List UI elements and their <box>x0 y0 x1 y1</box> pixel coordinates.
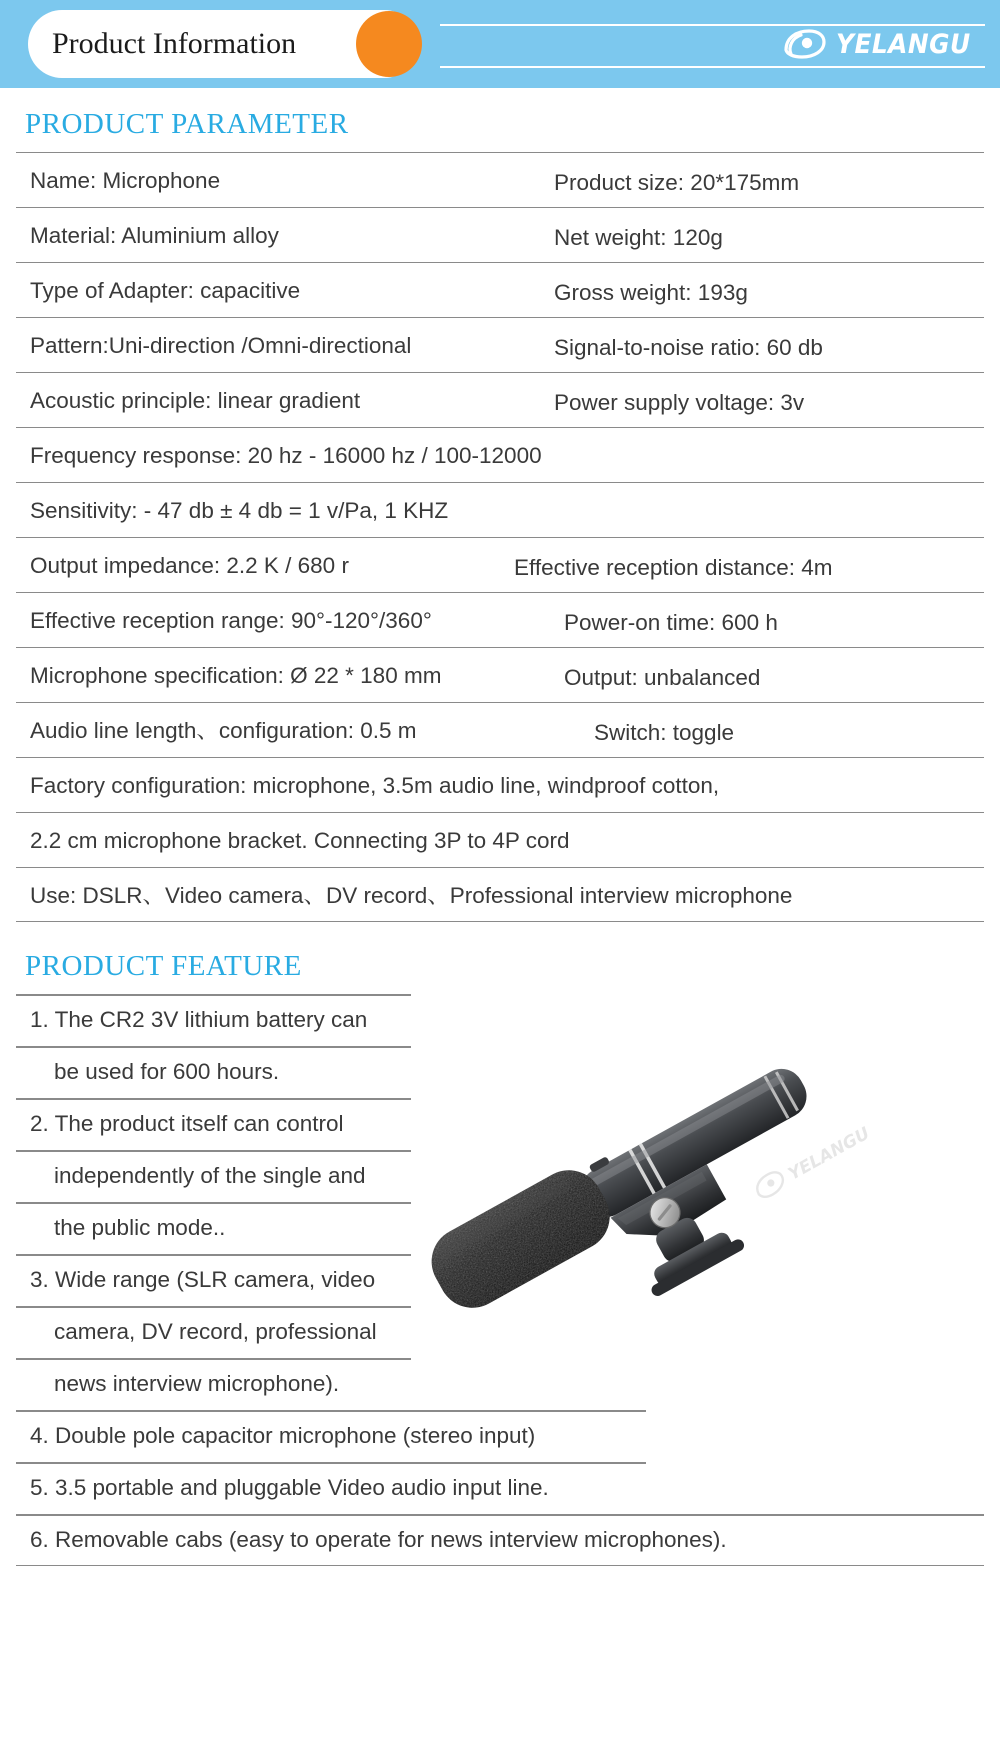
parameter-row <box>16 317 984 372</box>
parameter-label-left: Sensitivity: - 47 db ± 4 db = 1 v/Pa, 1 KHZ <box>30 498 449 523</box>
feature-text: the public mode.. <box>54 1215 226 1240</box>
feature-text: 5. 3.5 portable and pluggable Video audio input line. <box>30 1475 549 1500</box>
parameter-label-left: Type of Adapter: capacitive <box>30 278 301 303</box>
parameter-label-right: Power supply voltage: 3v <box>554 390 805 415</box>
parameter-label-left: Acoustic principle: linear gradient <box>30 388 361 413</box>
leaf-eye-logo-icon <box>783 29 827 59</box>
parameter-label-left: Frequency response: 20 hz - 16000 hz / 100-12000 <box>30 443 542 468</box>
feature-row <box>16 1514 984 1566</box>
parameter-row <box>16 207 984 262</box>
feature-text: be used for 600 hours. <box>54 1059 280 1084</box>
parameter-label-left: Use: DSLR、Video camera、DV record、Professional interview microphone <box>30 883 793 908</box>
feature-text: 3. Wide range (SLR camera, video <box>30 1267 376 1292</box>
product-parameter-heading: PRODUCT PARAMETER <box>25 108 349 140</box>
feature-text: independently of the single and <box>54 1163 366 1188</box>
parameter-label-left: 2.2 cm microphone bracket. Connecting 3P to 4P cord <box>30 828 570 853</box>
feature-text: 6. Removable cabs (easy to operate for news interview microphones). <box>30 1527 727 1552</box>
feature-text: 1. The CR2 3V lithium battery can <box>30 1007 368 1032</box>
parameter-row <box>16 867 984 922</box>
page-title: Product Information <box>52 27 297 60</box>
parameter-row <box>16 702 984 757</box>
parameter-label-right: Output: unbalanced <box>564 665 761 690</box>
parameter-label-right: Power-on time: 600 h <box>564 610 778 635</box>
parameter-label-left: Factory configuration: microphone, 3.5m audio line, windproof cotton, <box>30 773 720 798</box>
parameter-label-left: Effective reception range: 90°-120°/360° <box>30 608 432 633</box>
parameter-label-left: Material: Aluminium alloy <box>30 223 279 248</box>
product-parameter-table <box>16 152 984 922</box>
parameter-row <box>16 372 984 427</box>
parameter-row <box>16 757 984 812</box>
feature-text: 2. The product itself can control <box>30 1111 344 1136</box>
parameter-row <box>16 427 984 482</box>
brand-logo <box>783 22 982 66</box>
product-feature-heading: PRODUCT FEATURE <box>25 950 302 982</box>
parameter-row <box>16 262 984 317</box>
feature-text: 4. Double pole capacitor microphone (stereo input) <box>30 1423 536 1448</box>
parameter-label-right: Switch: toggle <box>594 720 735 745</box>
svg-text:YELANGU: YELANGU <box>784 1123 874 1185</box>
parameter-label-right: Net weight: 120g <box>554 225 723 250</box>
parameter-row <box>16 592 984 647</box>
feature-row <box>16 1462 984 1514</box>
parameter-label-left: Microphone specification: Ø 22 * 180 mm <box>30 663 442 688</box>
parameter-label-right: Signal-to-noise ratio: 60 db <box>554 335 823 360</box>
parameter-row <box>16 152 984 207</box>
page-header <box>0 0 1000 88</box>
parameter-label-left: Output impedance: 2.2 K / 680 r <box>30 553 349 578</box>
feature-row <box>16 1410 984 1462</box>
parameter-label-left: Audio line length、configuration: 0.5 m <box>30 718 417 743</box>
header-rule-bottom <box>440 66 985 68</box>
parameter-row <box>16 812 984 867</box>
parameter-label-left: Pattern:Uni-direction /Omni-directional <box>30 333 412 358</box>
parameter-label-right: Gross weight: 193g <box>554 280 748 305</box>
feature-text: camera, DV record, professional <box>54 1319 377 1344</box>
parameter-row <box>16 537 984 592</box>
parameter-row <box>16 482 984 537</box>
brand-name: YELANGU <box>835 28 971 60</box>
parameter-label-right: Effective reception distance: 4m <box>514 555 833 580</box>
parameter-label-right: Product size: 20*175mm <box>554 170 800 195</box>
feature-row <box>16 1358 984 1410</box>
feature-text: news interview microphone). <box>54 1371 340 1396</box>
parameter-label-left: Name: Microphone <box>30 168 221 193</box>
parameter-row <box>16 647 984 702</box>
product-photo-microphone <box>400 1000 900 1330</box>
